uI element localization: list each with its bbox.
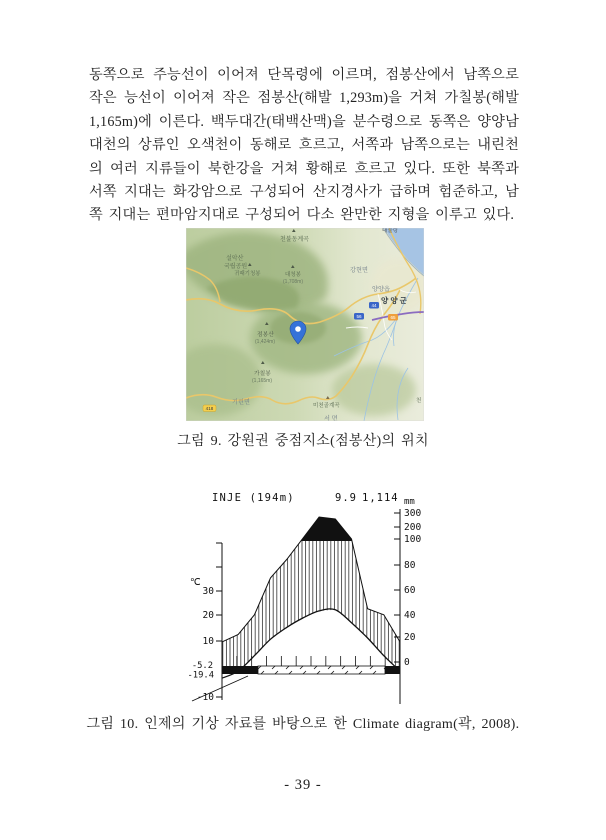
page-number: - 39 - (284, 777, 322, 793)
map-label-yangyanggun: 양 양 군 (381, 296, 407, 305)
map-label-cheonbuldong: 천불동계곡 (280, 237, 309, 243)
svg-text:44: 44 (371, 303, 377, 309)
map-label-jeombongsan-elevation: (1,424m) (255, 339, 276, 345)
route-badge-56 (354, 313, 364, 320)
annual-precipitation: 1,114 (362, 492, 399, 504)
precip-tick-100: 100 (404, 534, 422, 545)
station-title: INJE (194m) (212, 492, 295, 504)
temp-tick-20: 20 (202, 610, 214, 621)
map-label-girinmyeon: 기린면 (232, 399, 250, 406)
map-label-jeombongsan: 점봉산 (257, 332, 274, 338)
precip-tick-200: 200 (404, 522, 422, 533)
route-badge-44 (369, 302, 379, 309)
map-label-daecheongbong: 대청봉 (285, 272, 301, 278)
body-paragraph: 동쪽으로 주능선이 이어져 단목령에 이르며, 점봉산에서 남쪽으로 작은 능선이 이어져 작은 점봉산(해발 1,293m)을 거쳐 가칠봉(해발 1,165m)에 이른다. 백두대간(태백산맥)을 분수령으로 동쪽은 양양남대천의 상류인 오색천이 동해로 흐르고, 서쪽과 남쪽으로는 내린천의 여러 지류들이 북한강을 거쳐 황해로 흐르고 있다. 또한 북쪽과 서쪽 지대는 화강암으로 구성되어 산지경사가 급하며 험준하고, 남쪽 지대는 편마암지대로 구성되어 다소 완만한 지형을 이루고 있다. (89, 67, 519, 224)
precip-tick-300: 300 (404, 508, 422, 519)
map-label-partial: 천 (416, 398, 422, 404)
map-label-micheongol: 미천골계곡 (313, 403, 340, 409)
absolute-min-annotation: -19.4 (187, 670, 214, 681)
month-ticks (237, 656, 385, 666)
figure10-caption: 그림 10. 인제의 기상 자료를 바탕으로 한 Climate diagram(곽, 2008). (86, 717, 520, 732)
precip-tick-20: 20 (404, 632, 416, 643)
map-label-daemullyeong: 대물령 (382, 228, 398, 234)
map-label-yangyangeup: 양양읍 (372, 286, 390, 293)
annual-mean-temp: 9.9 (335, 492, 357, 504)
route-badge-65 (388, 314, 398, 321)
figure9-map-image (186, 228, 424, 421)
map-label-gwittaegicheongbong: 귀때기청봉 (234, 271, 261, 277)
map-label-gachilbong: 가칠봉 (254, 371, 271, 377)
map-label-ganghyeonmyeon: 강현면 (350, 267, 368, 274)
temp-axis (216, 543, 222, 700)
temp-tick-10: 10 (202, 636, 214, 647)
map-label-seomyeon: 서 면 (324, 415, 338, 421)
mean-min-annotation: -5.2 (191, 661, 213, 671)
svg-text:418: 418 (205, 406, 214, 412)
precip-tick-40: 40 (404, 610, 416, 621)
temp-axis-unit: ℃ (190, 577, 201, 588)
figure9-caption: 그림 9. 강원권 중점지소(점봉산)의 위치 (177, 434, 429, 449)
map-label-daecheongbong-elevation: (1,708m) (283, 279, 304, 285)
map-label-gachilbong-elevation: (1,165m) (252, 378, 273, 384)
temp-tick-30: 30 (202, 586, 214, 597)
temp-tick-minus10: -10 (196, 692, 214, 703)
map-label-national-park: 국립공원 (224, 264, 248, 270)
precip-tick-80: 80 (404, 560, 416, 571)
climate-plot-area (222, 517, 400, 678)
route-badge-418 (203, 405, 216, 412)
precip-tick-0: 0 (404, 657, 410, 668)
map-canvas (186, 228, 424, 421)
precip-axis (394, 509, 400, 704)
figure10-climate-diagram (185, 486, 435, 708)
precip-axis-unit: mm (404, 497, 415, 507)
map-label-seoraksan: 설악산 (226, 256, 244, 262)
svg-text:56: 56 (356, 314, 362, 320)
frost-bar (222, 666, 400, 674)
svg-text:65: 65 (390, 315, 396, 321)
precip-tick-60: 60 (404, 585, 416, 596)
climate-canvas (185, 486, 435, 708)
